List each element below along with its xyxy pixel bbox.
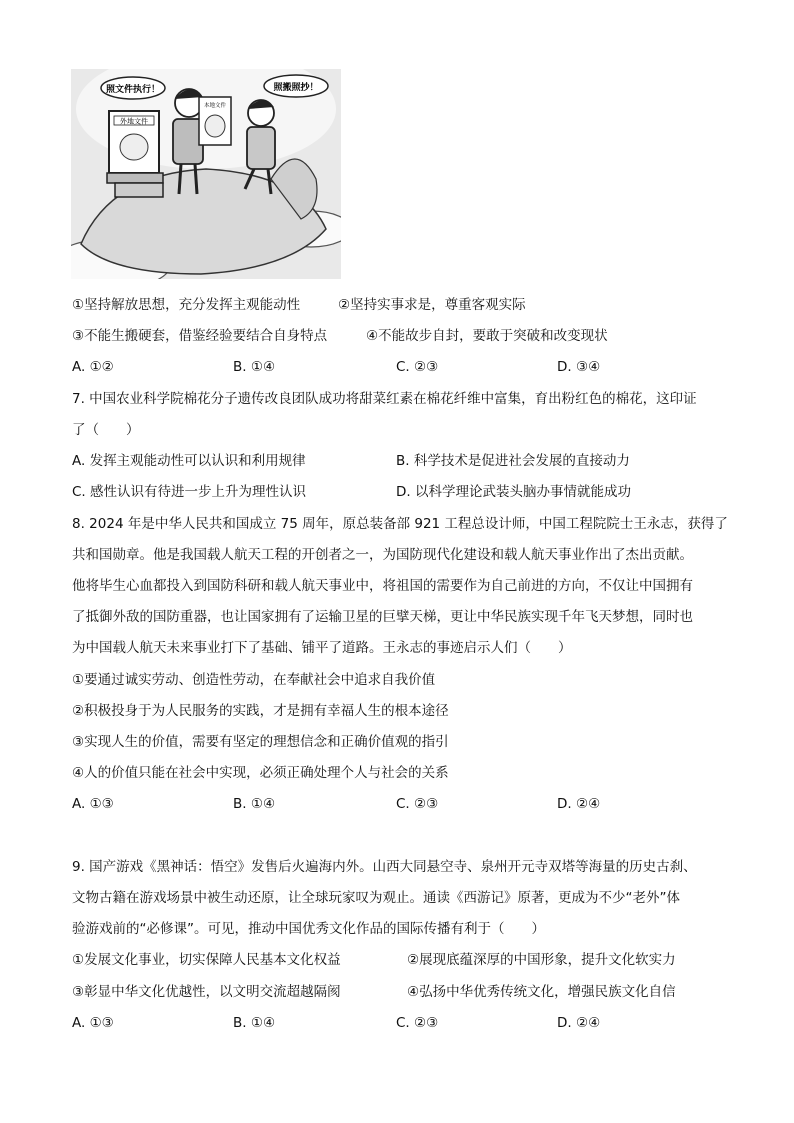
bubble-left-text: 照文件执行！ [105, 85, 161, 95]
q6-statement-3: ③不能生搬硬套，借鉴经验要结合自身特点 [72, 328, 328, 344]
q8-statement-1: ①要通过诚实劳动、创造性劳动，在奉献社会中追求自我价值 [72, 672, 436, 688]
cartoon-drawing [71, 69, 341, 279]
q8-statement-3: ③实现人生的价值，需要有坚定的理想信念和正确价值观的指引 [72, 734, 449, 750]
q9-choice-b[interactable]: B. ①④ [233, 1015, 276, 1031]
q6-statement-4: ④不能故步自封，要敢于突破和改变现状 [366, 328, 608, 344]
q6-choice-a[interactable]: A. ①② [72, 359, 114, 375]
q9-statement-4: ④弘扬中华优秀传统文化，增强民族文化自信 [407, 984, 676, 1000]
q6-choice-b[interactable]: B. ①④ [233, 359, 276, 375]
q8-stem-line-2: 共和国勋章。他是我国载人航天工程的开创者之一，为国防现代化建设和载人航天事业作出了杰出贡献。 [72, 547, 693, 563]
q9-choice-a[interactable]: A. ①③ [72, 1015, 114, 1031]
q8-statement-4: ④人的价值只能在社会中实现，必须正确处理个人与社会的关系 [72, 765, 449, 781]
q7-stem-line-2: 了（ ） [72, 422, 140, 438]
q7-stem-line-1: 7. 中国农业科学院棉花分子遗传改良团队成功将甜菜红素在棉花纤维中富集，育出粉红色的棉花，这印证 [72, 391, 697, 407]
q8-choice-b[interactable]: B. ①④ [233, 796, 276, 812]
q7-choice-c[interactable]: C. 感性认识有待进一步上升为理性认识 [72, 484, 307, 500]
q8-stem-line-3: 他将毕生心血都投入到国防科研和载人航天事业中，将祖国的需要作为自己前进的方向，不仅让中国拥有 [72, 578, 693, 594]
q8-choice-c[interactable]: C. ②③ [396, 796, 439, 812]
q8-choice-a[interactable]: A. ①③ [72, 796, 114, 812]
cartoon-illustration [71, 69, 341, 279]
q8-choice-d[interactable]: D. ②④ [557, 796, 601, 812]
q8-stem-line-4: 了抵御外敌的国防重器，也让国家拥有了运输卫星的巨擘天梯，更让中华民族实现千年飞天梦想，同时也 [72, 609, 693, 625]
q8-stem-line-5: 为中国载人航天未来事业打下了基础、铺平了道路。王永志的事迹启示人们（ ） [72, 640, 572, 656]
q9-choice-c[interactable]: C. ②③ [396, 1015, 439, 1031]
bubble-right-text: 照搬照抄！ [273, 83, 319, 93]
q8-statement-2: ②积极投身于为人民服务的实践，才是拥有幸福人生的根本途径 [72, 703, 449, 719]
q9-statement-3: ③彰显中华文化优越性，以文明交流超越隔阂 [72, 984, 341, 1000]
q9-stem-line-3: 验游戏前的“必修课”。可见，推动中国优秀文化作品的国际传播有利于（ ） [72, 921, 545, 937]
screen-label: 外地文件 [120, 117, 148, 126]
paper-label: 本地文件 [203, 103, 227, 109]
q8-stem-line-1: 8. 2024 年是中华人民共和国成立 75 周年，原总装备部 921 工程总设计师，中国工程院院士王永志，获得了 [72, 516, 728, 532]
q7-choice-d[interactable]: D. 以科学理论武装头脑办事情就能成功 [396, 484, 631, 500]
q7-choice-a[interactable]: A. 发挥主观能动性可以认识和利用规律 [72, 453, 306, 469]
q9-choice-d[interactable]: D. ②④ [557, 1015, 601, 1031]
q6-statement-1: ①坚持解放思想，充分发挥主观能动性 [72, 297, 301, 313]
q6-choice-c[interactable]: C. ②③ [396, 359, 439, 375]
q9-statement-2: ②展现底蕴深厚的中国形象，提升文化软实力 [407, 952, 676, 968]
q9-statement-1: ①发展文化事业，切实保障人民基本文化权益 [72, 952, 341, 968]
q9-stem-line-2: 文物古籍在游戏场景中被生动还原，让全球玩家叹为观止。通读《西游记》原著，更成为不少“老外”体 [72, 890, 680, 906]
q7-choice-b[interactable]: B. 科学技术是促进社会发展的直接动力 [396, 453, 630, 469]
q9-stem-line-1: 9. 国产游戏《黑神话：悟空》发售后火遍海内外。山西大同悬空寺、泉州开元寺双塔等海量的历史古刹、 [72, 859, 697, 875]
q6-choice-d[interactable]: D. ③④ [557, 359, 601, 375]
q6-statement-2: ②坚持实事求是，尊重客观实际 [338, 297, 526, 313]
